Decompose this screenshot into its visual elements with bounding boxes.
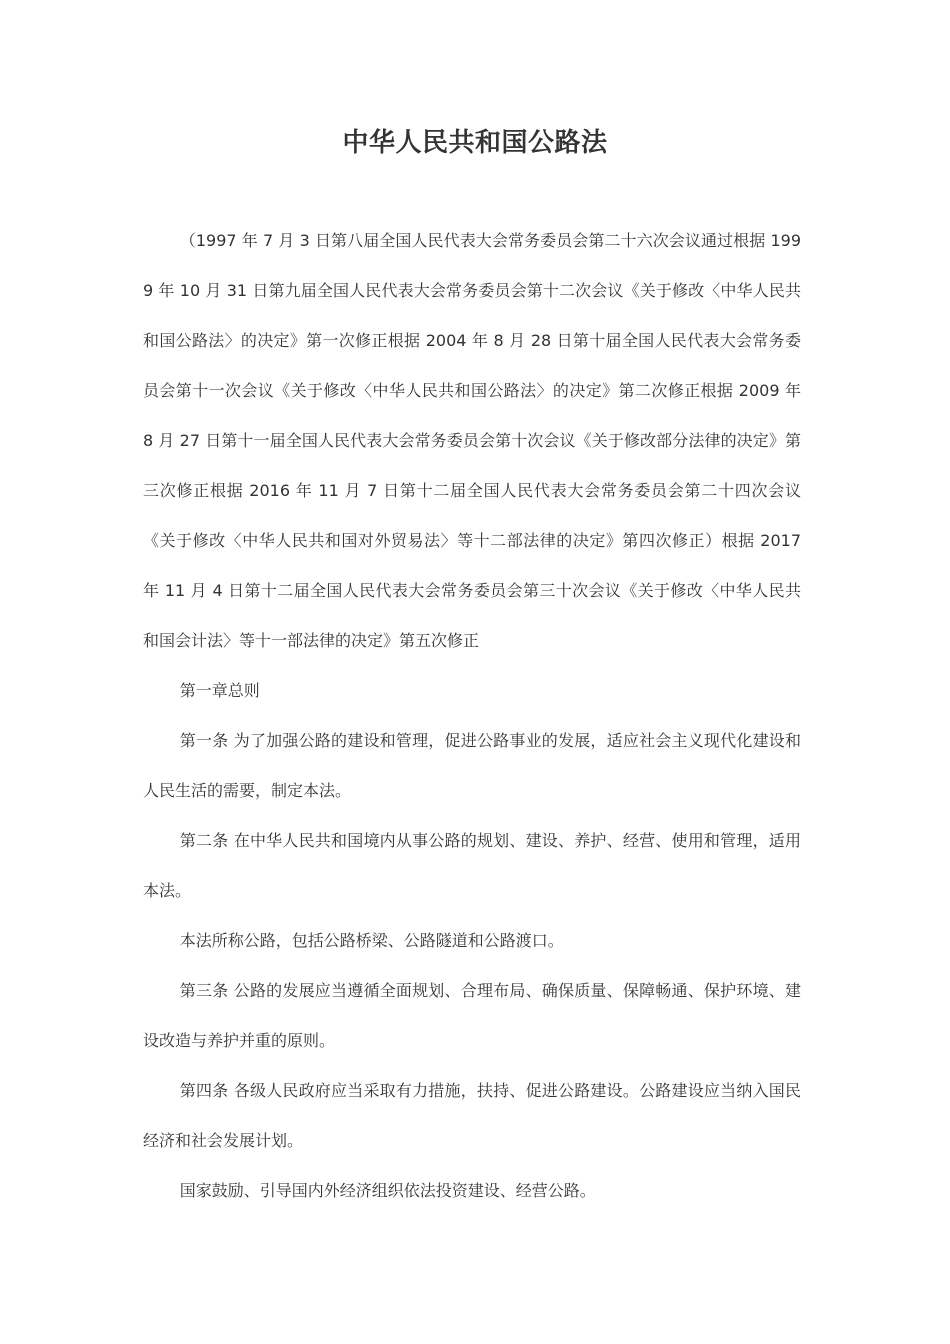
article-2-paragraph: 第二条 在中华人民共和国境内从事公路的规划、建设、养护、经营、使用和管理，适用本法。 <box>143 831 801 900</box>
document-title: 中华人民共和国公路法 <box>342 128 608 158</box>
article-2-clause-paragraph: 本法所称公路，包括公路桥梁、公路隧道和公路渡口。 <box>179 931 564 950</box>
article-1-paragraph: 第一条 为了加强公路的建设和管理，促进公路事业的发展，适应社会主义现代化建设和人民生活的需要，制定本法。 <box>143 731 801 800</box>
amendment-history-paragraph: （1997 年 7 月 3 日第八届全国人民代表大会常务委员会第二十六次会议通过根据 1999 年 10 月 31 日第九届全国人民代表大会常务委员会第十二次会议《关于修改〈中华人民共和国公路法〉的决定》第一次修正根据 2004 年 8 月 28 日第十届全国人民代表大会常务委员会第十一次会议《关于修改〈中华人民共和国公路法〉的决定》第二次修正根据 2009 年 8 月 27 日第十一届全国人民代表大会常务委员会第十次会议《关于修改部分法律的决定》第三次修正根据 2016 年 11 月 7 日第十二届全国人民代表大会常务委员会第二十四次会议《关于修改〈中华人民共和国对外贸易法〉等十二部法律的决定》第四次修正）根据 2017 年 11 月 4 日第十二届全国人民代表大会常务委员会第三十次会议《关于修改〈中华人民共和国会计法〉等十一部法律的决定》第五次修正 <box>143 231 801 650</box>
chapter-heading: 第一章总则 <box>179 681 260 700</box>
article-4-paragraph: 第四条 各级人民政府应当采取有力措施，扶持、促进公路建设。公路建设应当纳入国民经济和社会发展计划。 <box>143 1081 801 1150</box>
document-body <box>143 216 801 1216</box>
article-3-paragraph: 第三条 公路的发展应当遵循全面规划、合理布局、确保质量、保障畅通、保护环境、建设改造与养护并重的原则。 <box>143 981 801 1050</box>
article-4-clause-paragraph: 国家鼓励、引导国内外经济组织依法投资建设、经营公路。 <box>179 1181 596 1200</box>
